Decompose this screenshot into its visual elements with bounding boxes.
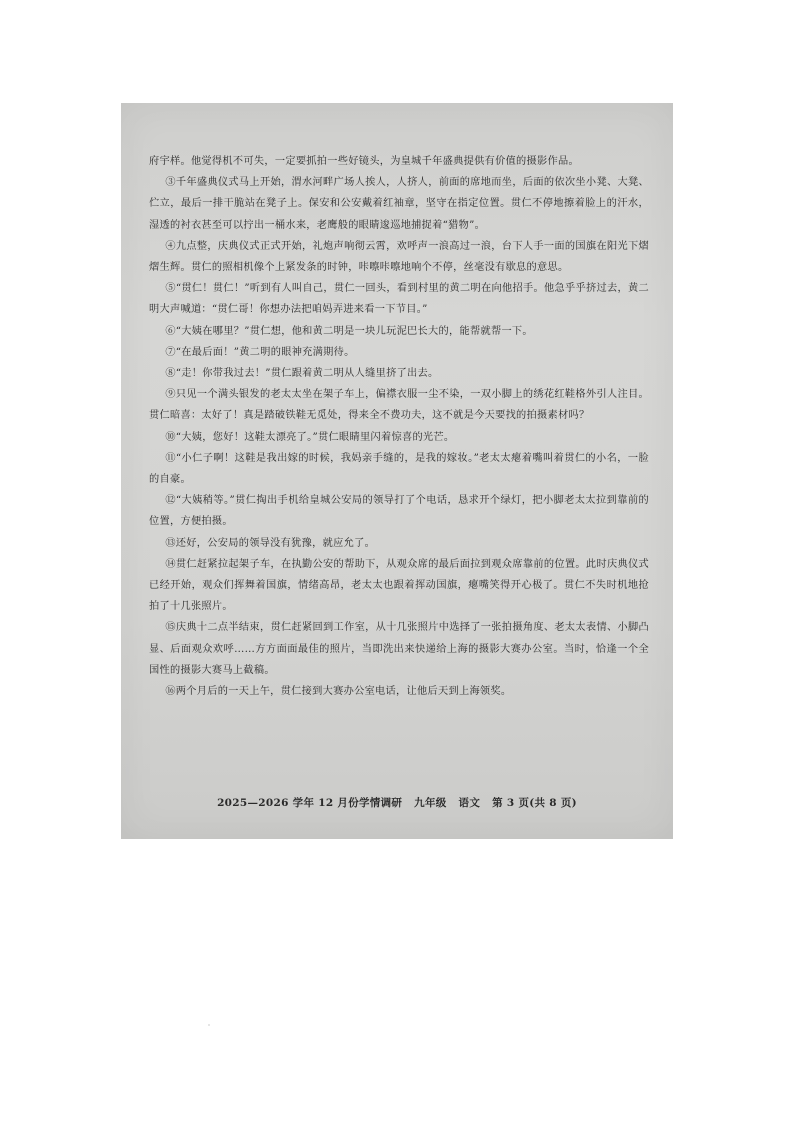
paragraph-4: ④九点整，庆典仪式正式开始，礼炮声响彻云霄，欢呼声一浪高过一浪，台下人手一面的国旗在阳光下熠熠生辉。贯仁的照相机像个上紧发条的时钟，咔嚓咔嚓地响个不停，丝毫没有歇息的意思。 (149, 240, 649, 274)
paragraph-9: ⑨只见一个满头银发的老太太坐在架子车上，偏襟衣服一尘不染，一双小脚上的绣花红鞋格外引人注目。贯仁暗喜：太好了！真是踏破铁鞋无觅处，得来全不费功夫，这不就是今天要找的拍摄素材吗？ (149, 389, 649, 422)
reading-passage (149, 151, 649, 702)
footer-page-number: 第 3 页(共 8 页) (492, 797, 577, 809)
paragraph-12: ⑫“大姨稍等。”贯仁掏出手机给皇城公安局的领导打了个电话，恳求开个绿灯，把小脚老太太拉到靠前的位置，方便拍摄。 (149, 495, 649, 528)
paragraph-11: ⑪“小仁子啊！这鞋是我出嫁的时候，我妈亲手缝的，是我的嫁妆。”老太太瘪着嘴叫着贯仁的小名，一脸的自豪。 (149, 452, 649, 486)
exam-page-photo (121, 103, 673, 839)
footer-subject: 语文 (458, 797, 481, 809)
page-footer (121, 795, 673, 810)
paragraph-3: ③千年盛典仪式马上开始，渭水河畔广场人挨人，人挤人，前面的席地而坐，后面的依次坐小凳、大凳、伫立，最后一排干脆站在凳子上。保安和公安戴着红袖章，坚守在指定位置。贯仁不停地擦着脸上的汗水，湿透的衬衣甚至可以拧出一桶水来，老鹰般的眼睛逡巡地捕捉着“猎物”。 (149, 177, 649, 231)
paragraph-6: ⑥“大姨在哪里？”贯仁想，他和黄二明是一块儿玩泥巴长大的，能帮就帮一下。 (165, 325, 533, 337)
paragraph-10: ⑩“大姨，您好！这鞋太漂亮了。”贯仁眼睛里闪着惊喜的光芒。 (165, 431, 455, 443)
paragraph-5: ⑤“贯仁！贯仁！”听到有人叫自己，贯仁一回头，看到村里的黄二明在向他招手。他急乎乎挤过去，黄二明大声喊道：“贯仁哥！你想办法把咱妈弄进来看一下节目。” (149, 283, 649, 316)
paragraph-8: ⑧“走！你带我过去！”贯仁跟着黄二明从人缝里挤了出去。 (165, 368, 439, 380)
dust-speck (208, 1024, 210, 1026)
paragraph-13: ⑬还好，公安局的领导没有犹豫，就应允了。 (165, 537, 376, 549)
paragraph-15: ⑮庆典十二点半结束，贯仁赶紧回到工作室，从十几张照片中选择了一张拍摄角度、老太太表情、小脚凸显、后面观众欢呼……方方面面最佳的照片，当即洗出来快递给上海的摄影大赛办公室。当时，恰逢一个全国性的摄影大赛马上截稿。 (149, 622, 649, 676)
footer-grade: 九年级 (414, 797, 447, 809)
paragraph-2-tail: 府宇样。他觉得机不可失，一定要抓拍一些好镜头，为皇城千年盛典提供有价值的摄影作品。 (149, 156, 579, 167)
paragraph-14: ⑭贯仁赶紧拉起架子车，在执勤公安的帮助下，从观众席的最后面拉到观众席靠前的位置。此时庆典仪式已经开始，观众们挥舞着国旗，情绪高昂，老太太也跟着挥动国旗，瘪嘴笑得开心极了。贯仁不失时机地抢拍了十几张照片。 (149, 558, 649, 613)
footer-term: 2025—2026 学年 12 月份学情调研 (217, 797, 403, 809)
paragraph-16: ⑯两个月后的一天上午，贯仁接到大赛办公室电话，让他后天到上海领奖。 (165, 686, 512, 698)
paragraph-7: ⑦“在最后面！”黄二明的眼神充满期待。 (165, 346, 355, 358)
